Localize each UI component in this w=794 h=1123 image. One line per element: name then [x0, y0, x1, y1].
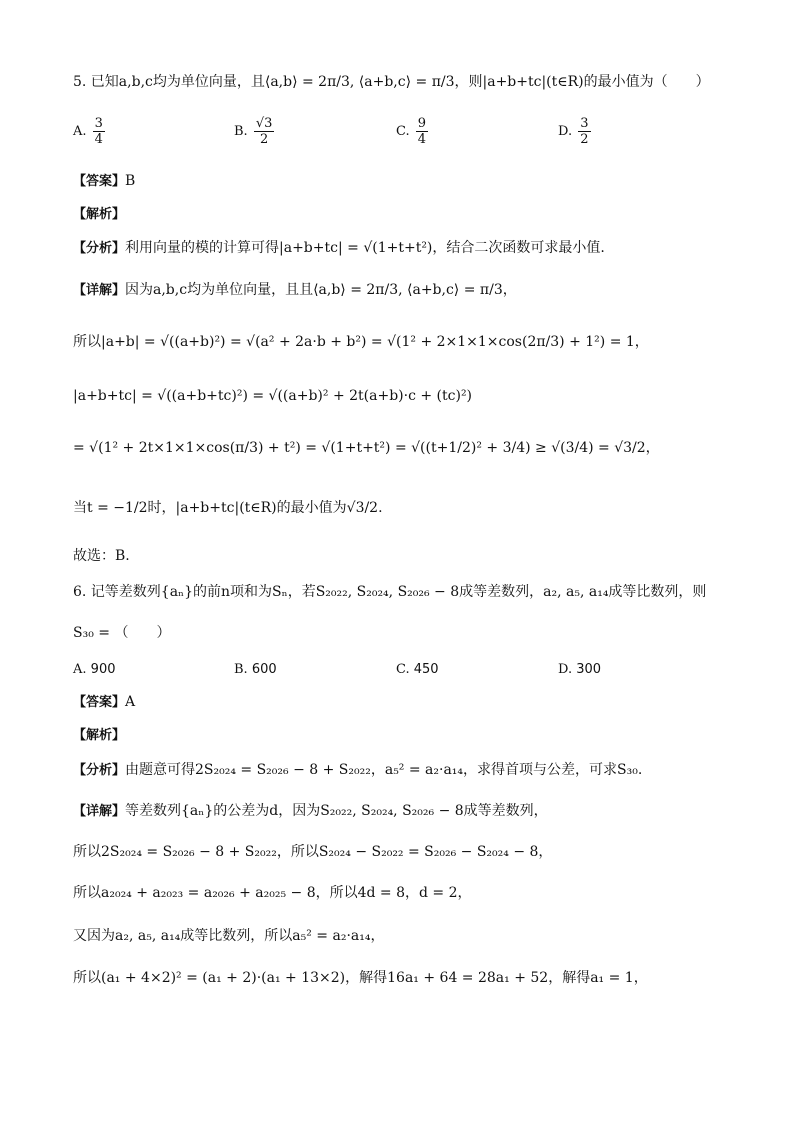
q6-detail-line-5: 所以(a₁ + 4×2)² = (a₁ + 2)·(a₁ + 13×2)，解得16a₁ + 64 = 28a₁ + 52，解得a₁ = 1，	[73, 970, 648, 986]
option-value: 600	[251, 662, 277, 677]
q5-detail-line-1	[73, 282, 517, 299]
q5-option-c	[396, 116, 430, 147]
q6-stem-line-1: 6. 记等差数列{aₙ}的前n项和为Sₙ，若S₂₀₂₂, S₂₀₂₄, S₂₀₂₆ − 8成等差数列，a₂, a₅, a₁₄成等比数列，则	[73, 584, 707, 600]
answer-tag: 【答案】	[73, 174, 126, 189]
frac-num: 9	[417, 116, 427, 131]
q5-detail-line-5: 当t = −1/2时，|a+b+tc|(t∈R)的最小值为√3/2.	[73, 500, 383, 516]
frac-num: 3	[94, 116, 103, 131]
q5-stem: 5. 已知a,b,c均为单位向量，且⟨a,b⟩ = 2π/3, ⟨a+b,c⟩ = π/3，则|a+b+tc|(t∈R)的最小值为（ ）	[73, 74, 710, 90]
fenxi-text: 由题意可得2S₂₀₂₄ = S₂₀₂₆ − 8 + S₂₀₂₂，a₅² = a₂·a₁₄，求得首项与公差，可求S₃₀.	[125, 762, 643, 778]
option-value: 450	[413, 662, 439, 677]
q6-stem-line-2: S₃₀ = （ ）	[73, 625, 171, 641]
q5-option-a	[73, 116, 107, 147]
option-letter: C.	[396, 662, 410, 677]
q6-detail-line-3: 所以a₂₀₂₄ + a₂₀₂₃ = a₂₀₂₆ + a₂₀₂₅ − 8，所以4d = 8，d = 2，	[73, 885, 472, 901]
fenxi-text: 利用向量的模的计算可得|a+b+tc| = √(1+t+t²)，结合二次函数可求最小值.	[125, 240, 605, 256]
frac-den: 4	[417, 132, 427, 147]
option-fraction	[578, 116, 590, 147]
frac-num: √3	[255, 116, 273, 131]
detail-text: 因为a,b,c均为单位向量，且且⟨a,b⟩ = 2π/3, ⟨a+b,c⟩ = π/3，	[125, 282, 517, 298]
q6-option-b	[234, 662, 277, 677]
q5-option-d	[558, 116, 593, 147]
option-letter: B.	[234, 662, 248, 677]
option-value: 900	[90, 662, 116, 677]
q6-detail-line-2: 所以2S₂₀₂₄ = S₂₀₂₆ − 8 + S₂₀₂₂，所以S₂₀₂₄ − S₂₀₂₂ = S₂₀₂₆ − S₂₀₂₄ − 8，	[73, 844, 553, 860]
frac-den: 2	[259, 132, 269, 147]
option-fraction	[254, 116, 275, 147]
frac-den: 2	[580, 132, 589, 147]
q6-fenxi	[73, 762, 642, 779]
fenxi-tag: 【分析】	[73, 763, 126, 778]
answer-tag: 【答案】	[73, 695, 126, 710]
q5-detail-line-3: |a+b+tc| = √((a+b+tc)²) = √((a+b)² + 2t(a+b)·c + (tc)²)	[73, 388, 473, 404]
frac-num: 3	[580, 116, 589, 131]
q6-detail-line-4: 又因为a₂, a₅, a₁₄成等比数列，所以a₅² = a₂·a₁₄，	[73, 928, 385, 944]
q6-analysis-heading	[73, 727, 125, 744]
analysis-tag: 【解析】	[73, 207, 126, 222]
q6-answer	[73, 694, 135, 711]
option-letter: B.	[234, 124, 248, 139]
analysis-tag: 【解析】	[73, 728, 126, 743]
detail-text: 等差数列{aₙ}的公差为d，因为S₂₀₂₂, S₂₀₂₄, S₂₀₂₆ − 8成等差数列，	[125, 803, 548, 819]
answer-value: B	[125, 173, 136, 189]
option-letter: D.	[558, 662, 573, 677]
option-fraction	[93, 116, 105, 147]
option-letter: C.	[396, 124, 410, 139]
q6-option-a	[73, 662, 116, 677]
q5-detail-line-4: = √(1² + 2t×1×1×cos(π/3) + t²) = √(1+t+t²) = √((t+1/2)² + 3/4) ≥ √(3/4) = √3/2，	[73, 440, 660, 456]
q6-detail-line-1	[73, 803, 548, 820]
answer-value: A	[125, 694, 136, 710]
fenxi-tag: 【分析】	[73, 241, 126, 256]
q5-option-b	[234, 116, 276, 147]
option-value: 300	[576, 662, 602, 677]
option-letter: A.	[73, 662, 87, 677]
xiangjie-tag: 【详解】	[73, 283, 126, 298]
q6-option-c	[396, 662, 439, 677]
option-fraction	[416, 116, 428, 147]
xiangjie-tag: 【详解】	[73, 804, 126, 819]
q6-option-d	[558, 662, 601, 677]
q5-answer	[73, 173, 135, 190]
option-letter: A.	[73, 124, 87, 139]
q5-detail-line-2: 所以|a+b| = √((a+b)²) = √(a² + 2a·b + b²) = √(1² + 2×1×1×cos(2π/3) + 1²) = 1，	[73, 334, 649, 350]
q5-detail-line-6: 故选：B.	[73, 548, 130, 564]
frac-den: 4	[94, 132, 103, 147]
q5-analysis-heading	[73, 206, 125, 223]
option-letter: D.	[558, 124, 573, 139]
q5-fenxi	[73, 240, 605, 257]
